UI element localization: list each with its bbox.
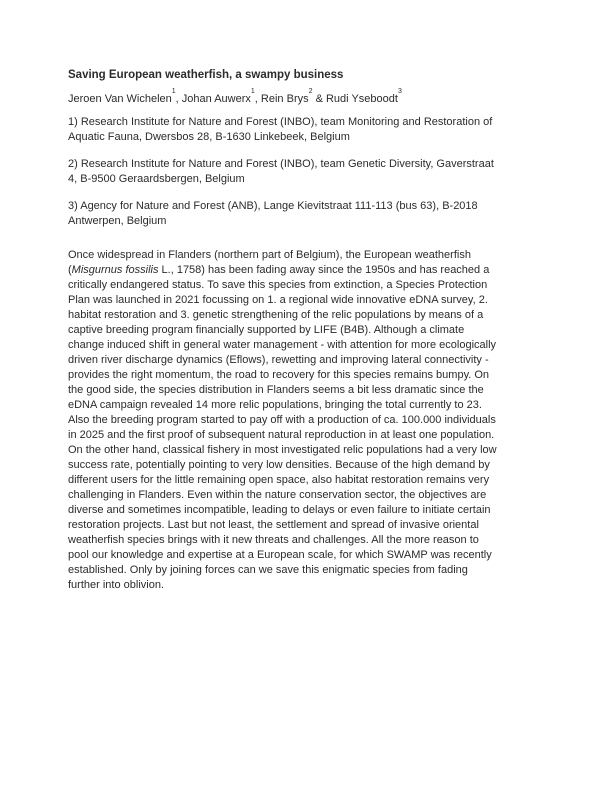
affiliation-line: 2) Research Institute for Nature and Forest (INBO), team Genetic Diversity, Gaverstraat — [68, 158, 494, 170]
affiliations-block — [68, 115, 550, 229]
abstract-line: in 2025 and the first proof of subsequent natural reproduction in at least one population. — [68, 429, 495, 441]
abstract-line: captive breeding program financially supported by LIFE (B4B). Although a climate — [68, 324, 465, 336]
page-title: Saving European weatherfish, a swampy business — [68, 69, 344, 81]
abstract-line: On the other hand, classical fishery in most investigated relic populations had a very low — [68, 444, 497, 456]
author-affiliation-superscript: 2 — [308, 88, 313, 96]
abstract-line: provides the right momentum, the road to recovery for this species remains bumpy. On — [68, 369, 490, 381]
author-affiliation-superscript: 1 — [171, 88, 176, 96]
authors-line: Jeroen Van Wichelen$^1$, Johan Auwerx$^1$, Rein Brys$^2$ & Rudi Yseboodt$^3$ — [68, 88, 402, 105]
species-name-italic: Misgurnus fossilis — [71, 264, 159, 276]
abstract-line: different users for the little remaining open space, also habitat restoration remains very — [68, 474, 490, 486]
abstract-line: (Misgurnus fossilis L., 1758) has been fading away since the 1950s and has reached a — [68, 264, 490, 276]
abstract-line: Once widespread in Flanders (northern part of Belgium), the European weatherfish — [68, 249, 471, 261]
abstract-line: diverse and sometimes incompatible, leading to delays or even failure to initiate certain — [68, 504, 491, 516]
abstract-line: critically endangered status. To save this species from extinction, a Species Protection — [68, 279, 488, 291]
affiliation-line: 3) Agency for Nature and Forest (ANB), Lange Kievitstraat 111-113 (bus 63), B-2018 — [68, 200, 478, 212]
affiliation-1 — [68, 115, 550, 145]
author-name: Jeroen Van Wichelen — [68, 93, 172, 105]
abstract-line: weatherfish species brings with it new threats and challenges. All the more reason to — [68, 534, 479, 546]
author-name: Johan Auwerx — [181, 93, 251, 105]
abstract-line: challenging in Flanders. Even within the nature conservation sector, the objectives are — [68, 489, 487, 501]
affiliation-line: Antwerpen, Belgium — [68, 215, 167, 227]
affiliation-line: Aquatic Fauna, Dwersbos 28, B-1630 Linkebeek, Belgium — [68, 131, 350, 143]
author-name: Rein Brys — [260, 93, 309, 105]
abstract-line: eDNA campaign revealed 14 more relic populations, bringing the total currently to 23. — [68, 399, 482, 411]
abstract-line: the good side, the species distribution in Flanders seems a bit less dramatic since the — [68, 384, 484, 396]
abstract-line: Also the breeding program started to pay off with a production of ca. 100.000 individuals — [68, 414, 496, 426]
abstract-paragraph — [68, 248, 550, 593]
affiliation-3 — [68, 199, 550, 229]
abstract-line: established. Only by joining forces can we save this enigmatic species from fading — [68, 564, 468, 576]
abstract-line: pool our knowledge and expertise at a European scale, for which SWAMP was recently — [68, 549, 492, 561]
abstract-line: restoration projects. Last but not least, the settlement and spread of invasive oriental — [68, 519, 479, 531]
affiliation-line: 1) Research Institute for Nature and Forest (INBO), team Monitoring and Restoration of — [68, 116, 493, 128]
abstract-line: habitat restoration and 3. genetic strengthening of the relic populations by means of a — [68, 309, 484, 321]
abstract-line: driven river discharge dynamics (Eflows), rewetting and improving lateral connectivity - — [68, 354, 489, 366]
author-affiliation-superscript: 3 — [397, 88, 402, 96]
abstract-line: change induced shift in general water management - with attention for more ecologically — [68, 339, 497, 351]
paper-abstract-content — [68, 68, 550, 593]
author-name: Rudi Yseboodt — [325, 93, 398, 105]
affiliation-2 — [68, 157, 550, 187]
abstract-line: further into oblivion. — [68, 579, 164, 591]
affiliation-line: 4, B-9500 Geraardsbergen, Belgium — [68, 173, 245, 185]
abstract-line: Plan was launched in 2021 focussing on 1. a regional wide innovative eDNA survey, 2. — [68, 294, 488, 306]
abstract-line: success rate, potentially pointing to very low densities. Because of the high demand by — [68, 459, 490, 471]
author-affiliation-superscript: 1 — [250, 88, 255, 96]
